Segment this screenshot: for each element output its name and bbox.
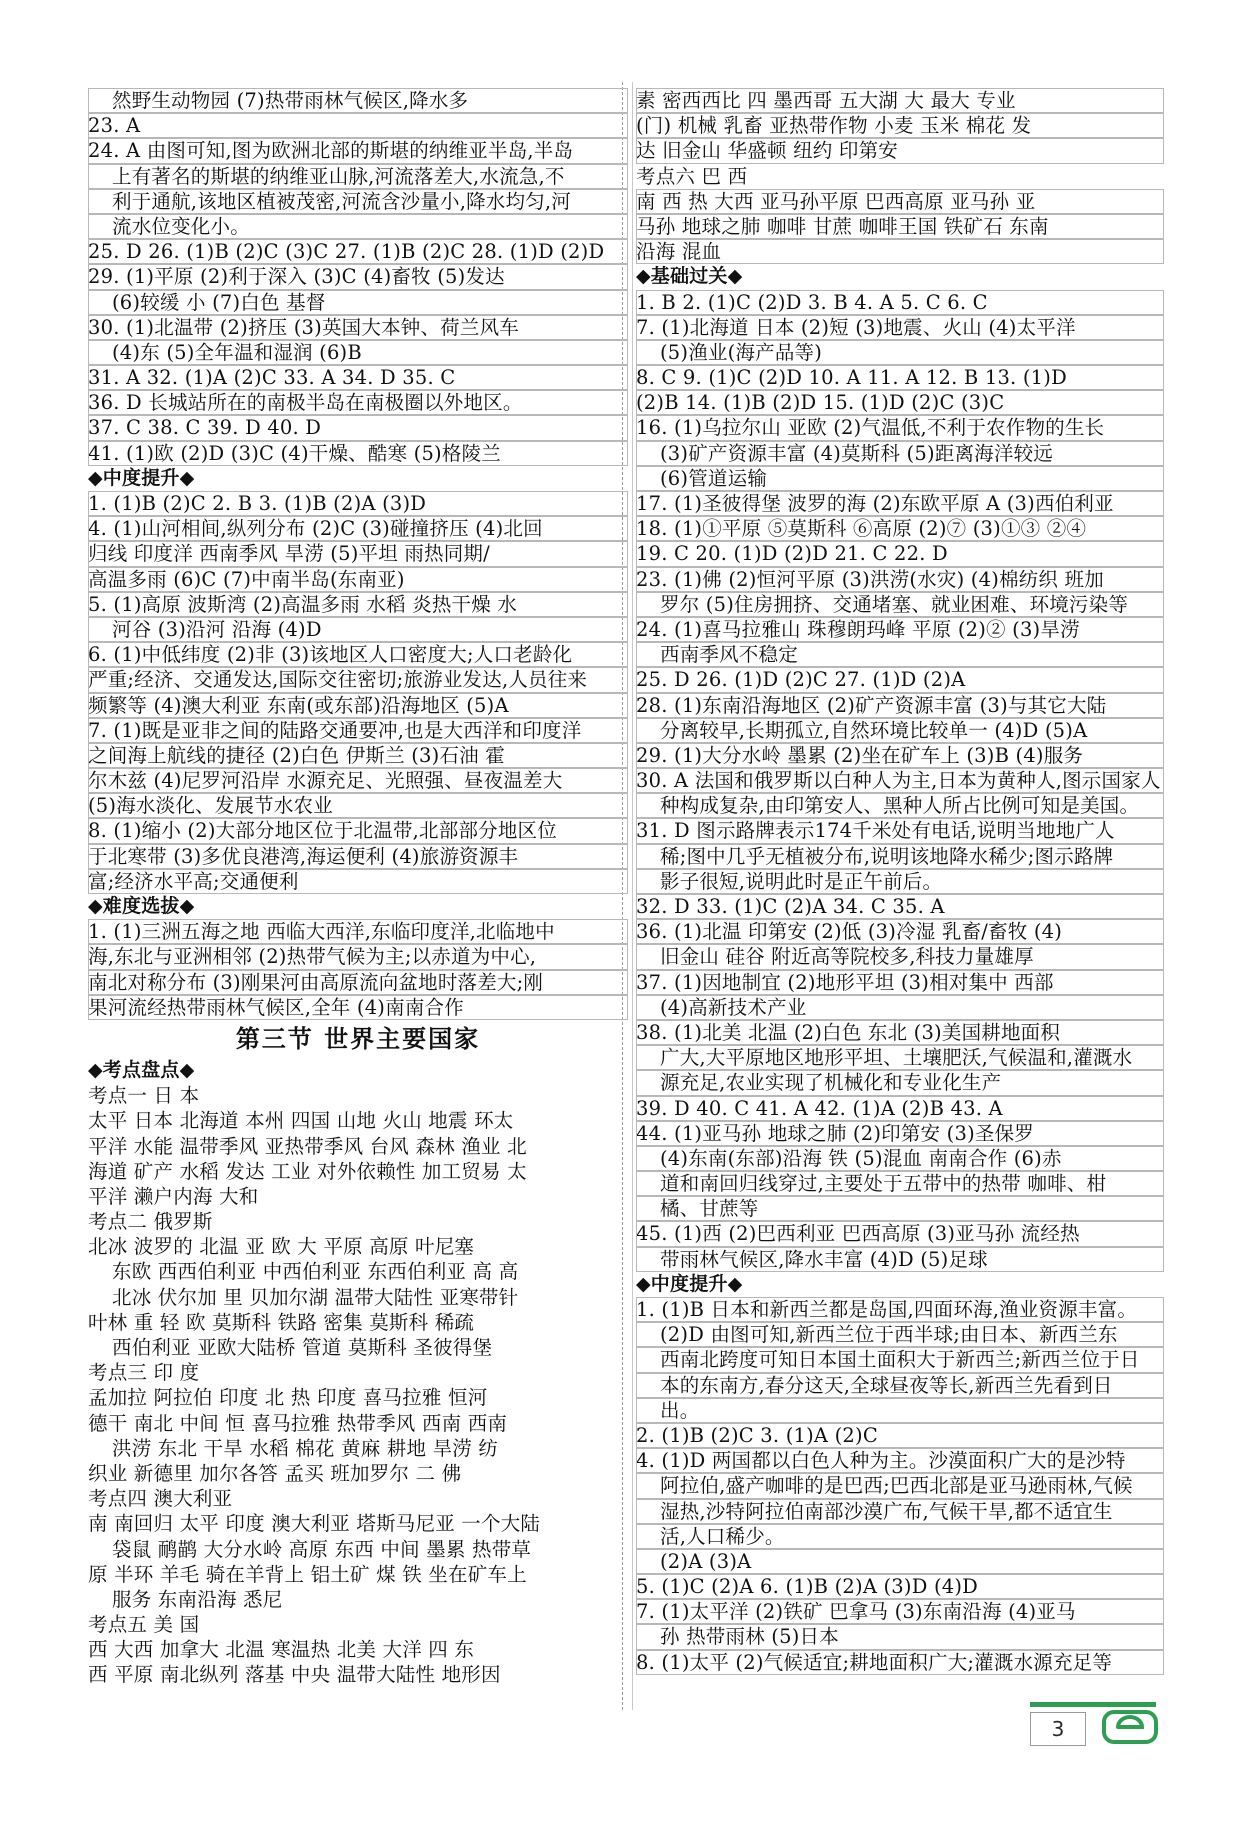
answer-line: 31. D 图示路牌表示174千米处有电话,说明当地地广人 <box>636 818 1164 843</box>
answer-line: 马孙 地球之肺 咖啡 甘蔗 咖啡王国 铁矿石 东南 <box>636 214 1164 239</box>
section-title: 第三节 世界主要国家 <box>235 1024 481 1053</box>
answer-line: (2)D 由图可知,新西兰位于西半球;由日本、新西兰东 <box>636 1322 1164 1347</box>
page-footer <box>1030 1702 1170 1748</box>
answer-line: (2)B 14. (1)B (2)D 15. (1)D (2)C (3)C <box>636 390 1164 415</box>
answer-line: 16. (1)乌拉尔山 亚欧 (2)气温低,不利于农作物的生长 <box>636 415 1164 440</box>
answer-line: 沿海 混血 <box>636 239 1164 264</box>
topic-heading: 考点六 巴 西 <box>636 164 748 188</box>
answer-line: 1. B 2. (1)C (2)D 3. B 4. A 5. C 6. C <box>636 290 1164 315</box>
answer-line: 45. (1)西 (2)巴西利亚 巴西高原 (3)亚马孙 流经热 <box>636 1221 1164 1246</box>
answer-line: 稀;图中几乎无植被分布,说明该地降水稀少;图示路牌 <box>636 844 1164 869</box>
answer-line: 活,人口稀少。 <box>636 1524 1164 1549</box>
answer-line: 然野生动物园 (7)热带雨林气候区,降水多 <box>88 88 628 113</box>
answer-line: 孟加拉 阿拉伯 印度 北 热 印度 喜马拉雅 恒河 <box>88 1386 488 1410</box>
answer-line: 7. (1)太平洋 (2)铁矿 巴拿马 (3)东南沿海 (4)亚马 <box>636 1599 1164 1624</box>
answer-line: 西 平原 南北纵列 落基 中央 温带大陆性 地形因 <box>88 1663 501 1687</box>
answer-line: 5. (1)高原 波斯湾 (2)高温多雨 水稻 炎热干燥 水 <box>88 592 628 617</box>
answer-line: 5. (1)C (2)A 6. (1)B (2)A (3)D (4)D <box>636 1574 1164 1599</box>
answer-line: 西南季风不稳定 <box>636 642 1164 667</box>
section-heading: ◆中度提升◆ <box>636 1272 743 1295</box>
answer-line: 41. (1)欧 (2)D (3)C (4)干燥、酷寒 (5)格陵兰 <box>88 441 628 466</box>
answer-line: 17. (1)圣彼得堡 波罗的海 (2)东欧平原 A (3)西伯利亚 <box>636 491 1164 516</box>
answer-line: (4)东 (5)全年温和湿润 (6)B <box>88 340 628 365</box>
answer-line: (5)渔业(海产品等) <box>636 340 1164 365</box>
answer-line: 孙 热带雨林 (5)日本 <box>636 1624 1164 1649</box>
answer-line: 利于通航,该地区植被茂密,河流含沙量小,降水均匀,河 <box>88 189 628 214</box>
answer-line: 1. (1)B 日本和新西兰都是岛国,四面环海,渔业资源丰富。 <box>636 1297 1164 1322</box>
section-heading: ◆中度提升◆ <box>88 466 195 489</box>
answer-line: 上有著名的斯堪的纳维亚山脉,河流落差大,水流急,不 <box>88 164 628 189</box>
answer-line: (4)东南(东部)沿海 铁 (5)混血 南南合作 (6)赤 <box>636 1146 1164 1171</box>
answer-line: 平洋 水能 温带季风 亚热带季风 台风 森林 渔业 北 <box>88 1134 527 1158</box>
answer-line: 39. D 40. C 41. A 42. (1)A (2)B 43. A <box>636 1096 1164 1121</box>
answer-line: 洪涝 东北 干旱 水稻 棉花 黄麻 耕地 旱涝 纺 <box>112 1436 499 1460</box>
answer-line: 西南北跨度可知日本国土面积大于新西兰;新西兰位于日 <box>636 1347 1164 1372</box>
answer-line: 36. D 长城站所在的南极半岛在南极圈以外地区。 <box>88 390 628 415</box>
footer-accent-bar <box>1030 1702 1156 1707</box>
answer-line: 橘、甘蔗等 <box>636 1196 1164 1221</box>
answer-line: 25. D 26. (1)D (2)C 27. (1)D (2)A <box>636 667 1164 692</box>
answer-line: 7. (1)北海道 日本 (2)短 (3)地震、火山 (4)太平洋 <box>636 315 1164 340</box>
answer-line: 影子很短,说明此时是正午前后。 <box>636 869 1164 894</box>
answer-line: 4. (1)山河相间,纵列分布 (2)C (3)碰撞挤压 (4)北回 <box>88 516 628 541</box>
answer-line: 达 旧金山 华盛顿 纽约 印第安 <box>636 138 1164 163</box>
answer-line: 太平 日本 北海道 本州 四国 山地 火山 地震 环太 <box>88 1109 514 1133</box>
publisher-logo-icon <box>1102 1710 1158 1744</box>
answer-line: 32. D 33. (1)C (2)A 34. C 35. A <box>636 894 1164 919</box>
answer-line: 海,东北与亚洲相邻 (2)热带气候为主;以赤道为中心, <box>88 944 628 969</box>
answer-line: 袋鼠 鸸鹋 大分水岭 高原 东西 中间 墨累 热带草 <box>112 1537 532 1561</box>
answer-line: 北冰 伏尔加 里 贝加尔湖 温带大陆性 亚寒带针 <box>112 1285 519 1309</box>
answer-line: 于北寒带 (3)多优良港湾,海运便利 (4)旅游资源丰 <box>88 844 628 869</box>
answer-line: 织业 新德里 加尔各答 孟买 班加罗尔 二 佛 <box>88 1461 462 1485</box>
answer-line: 种构成复杂,由印第安人、黑种人所占比例可知是美国。 <box>636 793 1164 818</box>
answer-line: (5)海水淡化、发展节水农业 <box>88 793 628 818</box>
answer-line: 南 南回归 太平 印度 澳大利亚 塔斯马尼亚 一个大陆 <box>88 1512 541 1536</box>
answer-line: 分离较早,长期孤立,自然环境比较单一 (4)D (5)A <box>636 718 1164 743</box>
answer-line: 尔木兹 (4)尼罗河沿岸 水源充足、光照强、昼夜温差大 <box>88 768 628 793</box>
right-column <box>636 88 1164 1675</box>
answer-line: 叶林 重 轻 欧 莫斯科 铁路 密集 莫斯科 稀疏 <box>88 1310 475 1334</box>
answer-line: 24. A 由图可知,图为欧洲北部的斯堪的纳维亚半岛,半岛 <box>88 138 628 163</box>
answer-line: 流水位变化小。 <box>88 214 628 239</box>
answer-line: 6. (1)中低纬度 (2)非 (3)该地区人口密度大;人口老龄化 <box>88 642 628 667</box>
answer-line: 罗尔 (5)住房拥挤、交通堵塞、就业困难、环境污染等 <box>636 592 1164 617</box>
answer-line: 8. (1)缩小 (2)大部分地区位于北温带,北部部分地区位 <box>88 818 628 843</box>
answer-line: 西伯利亚 亚欧大陆桥 管道 莫斯科 圣彼得堡 <box>112 1336 493 1359</box>
answer-line: 31. A 32. (1)A (2)C 33. A 34. D 35. C <box>88 365 628 390</box>
answer-line: 8. C 9. (1)C (2)D 10. A 11. A 12. B 13. (1)D <box>636 365 1164 390</box>
answer-line: 44. (1)亚马孙 地球之肺 (2)印第安 (3)圣保罗 <box>636 1121 1164 1146</box>
answer-line: 7. (1)既是亚非之间的陆路交通要冲,也是大西洋和印度洋 <box>88 718 628 743</box>
answer-line: 8. (1)太平 (2)气候适宜;耕地面积广大;灌溉水源充足等 <box>636 1650 1164 1675</box>
answer-line: 28. (1)东南沿海地区 (2)矿产资源丰富 (3)与其它大陆 <box>636 693 1164 718</box>
answer-line: 湿热,沙特阿拉伯南部沙漠广布,气候干旱,都不适宜生 <box>636 1499 1164 1524</box>
answer-line: 果河流经热带雨林气候区,全年 (4)南南合作 <box>88 995 628 1020</box>
answer-line: 29. (1)大分水岭 墨累 (2)坐在矿车上 (3)B (4)服务 <box>636 743 1164 768</box>
answer-line: 东欧 西西伯利亚 中西伯利亚 东西伯利亚 高 高 <box>112 1260 519 1284</box>
topic-heading: 考点一 日 本 <box>88 1084 200 1108</box>
section-heading: ◆考点盘点◆ <box>88 1058 195 1081</box>
answer-line: 广大,大平原地区地形平坦、土壤肥沃,气候温和,灌溉水 <box>636 1045 1164 1070</box>
answer-line: 25. D 26. (1)B (2)C (3)C 27. (1)B (2)C 28. (1)D (2)D <box>88 239 628 264</box>
answer-line: 南 西 热 大西 亚马孙平原 巴西高原 亚马孙 亚 <box>636 189 1164 214</box>
answer-line: 南北对称分布 (3)刚果河由高原流向盆地时落差大;刚 <box>88 970 628 995</box>
answer-line: (4)高新技术产业 <box>636 995 1164 1020</box>
left-column <box>88 88 628 1688</box>
answer-line: 西 大西 加拿大 北温 寒温热 北美 大洋 四 东 <box>88 1638 475 1662</box>
answer-line: 36. (1)北温 印第安 (2)低 (3)冷湿 乳畜/畜牧 (4) <box>636 919 1164 944</box>
answer-line: 24. (1)喜马拉雅山 珠穆朗玛峰 平原 (2)② (3)旱涝 <box>636 617 1164 642</box>
answer-line: 道和南回归线穿过,主要处于五带中的热带 咖啡、柑 <box>636 1171 1164 1196</box>
answer-line: 1. (1)三洲五海之地 西临大西洋,东临印度洋,北临地中 <box>88 919 628 944</box>
answer-line: 23. (1)佛 (2)恒河平原 (3)洪涝(水灾) (4)棉纺织 班加 <box>636 567 1164 592</box>
topic-heading: 考点四 澳大利亚 <box>88 1487 233 1511</box>
answer-line: 源充足,农业实现了机械化和专业化生产 <box>636 1070 1164 1095</box>
answer-line: 4. (1)D 两国都以白色人种为主。沙漠面积广大的是沙特 <box>636 1448 1164 1473</box>
answer-line: 严重;经济、交通发达,国际交往密切;旅游业发达,人员往来 <box>88 667 628 692</box>
answer-line: 服务 东南沿海 悉尼 <box>112 1587 283 1611</box>
answer-line: 37. (1)因地制宜 (2)地形平坦 (3)相对集中 西部 <box>636 970 1164 995</box>
answer-line: 带雨林气候区,降水丰富 (4)D (5)足球 <box>636 1247 1164 1272</box>
answer-line: 30. A 法国和俄罗斯以白种人为主,日本为黄种人,图示国家人 <box>636 768 1164 793</box>
answer-line: 德干 南北 中间 恒 喜马拉雅 热带季风 西南 西南 <box>88 1411 508 1435</box>
answer-line: 30. (1)北温带 (2)挤压 (3)英国大本钟、荷兰风车 <box>88 315 628 340</box>
answer-line: (6)较缓 小 (7)白色 基督 <box>88 290 628 315</box>
answer-line: 河谷 (3)沿河 沿海 (4)D <box>88 617 628 642</box>
answer-line: 归线 印度洋 西南季风 旱涝 (5)平坦 雨热同期/ <box>88 541 628 566</box>
answer-line: 原 半环 羊毛 骑在羊背上 铝土矿 煤 铁 坐在矿车上 <box>88 1562 527 1586</box>
answer-line: 频繁等 (4)澳大利亚 东南(或东部)沿海地区 (5)A <box>88 693 628 718</box>
answer-line: 29. (1)平原 (2)利于深入 (3)C (4)畜牧 (5)发达 <box>88 264 628 289</box>
answer-line: 2. (1)B (2)C 3. (1)A (2)C <box>636 1423 1164 1448</box>
answer-line: 23. A <box>88 113 628 138</box>
answer-line: 1. (1)B (2)C 2. B 3. (1)B (2)A (3)D <box>88 491 628 516</box>
answer-line: 19. C 20. (1)D (2)D 21. C 22. D <box>636 541 1164 566</box>
answer-line: 阿拉伯,盛产咖啡的是巴西;巴西北部是亚马逊雨林,气候 <box>636 1473 1164 1498</box>
answer-line: (门) 机械 乳畜 亚热带作物 小麦 玉米 棉花 发 <box>636 113 1164 138</box>
answer-line: 37. C 38. C 39. D 40. D <box>88 415 628 440</box>
page-number: 3 <box>1030 1712 1086 1746</box>
answer-line: 海道 矿产 水稻 发达 工业 对外依赖性 加工贸易 太 <box>88 1159 527 1183</box>
topic-heading: 考点五 美 国 <box>88 1613 200 1637</box>
answer-line: 平洋 濑户内海 大和 <box>88 1184 259 1208</box>
answer-line: (2)A (3)A <box>636 1549 1164 1574</box>
topic-heading: 考点二 俄罗斯 <box>88 1210 213 1234</box>
answer-line: (6)管道运输 <box>636 466 1164 491</box>
section-heading: ◆基础过关◆ <box>636 265 743 288</box>
answer-line: 出。 <box>636 1398 1164 1423</box>
answer-line: 38. (1)北美 北温 (2)白色 东北 (3)美国耕地面积 <box>636 1020 1164 1045</box>
answer-line: 富;经济水平高;交通便利 <box>88 869 628 894</box>
answer-line: 18. (1)①平原 ⑤莫斯科 ⑥高原 (2)⑦ (3)①③ ②④ <box>636 516 1164 541</box>
answer-line: (3)矿产资源丰富 (4)莫斯科 (5)距离海洋较远 <box>636 441 1164 466</box>
answer-line: 素 密西西比 四 墨西哥 五大湖 大 最大 专业 <box>636 88 1164 113</box>
column-divider-rule <box>632 82 633 1710</box>
answer-line: 北冰 波罗的 北温 亚 欧 大 平原 高原 叶尼塞 <box>88 1235 475 1259</box>
answer-line: 本的东南方,春分这天,全球昼夜等长,新西兰先看到日 <box>636 1373 1164 1398</box>
section-heading: ◆难度选拔◆ <box>88 895 195 917</box>
answer-line: 高温多雨 (6)C (7)中南半岛(东南亚) <box>88 567 628 592</box>
answer-line: 之间海上航线的捷径 (2)白色 伊斯兰 (3)石油 霍 <box>88 743 628 768</box>
answer-line: 旧金山 硅谷 附近高等院校多,科技力量雄厚 <box>636 944 1164 969</box>
topic-heading: 考点三 印 度 <box>88 1361 200 1385</box>
